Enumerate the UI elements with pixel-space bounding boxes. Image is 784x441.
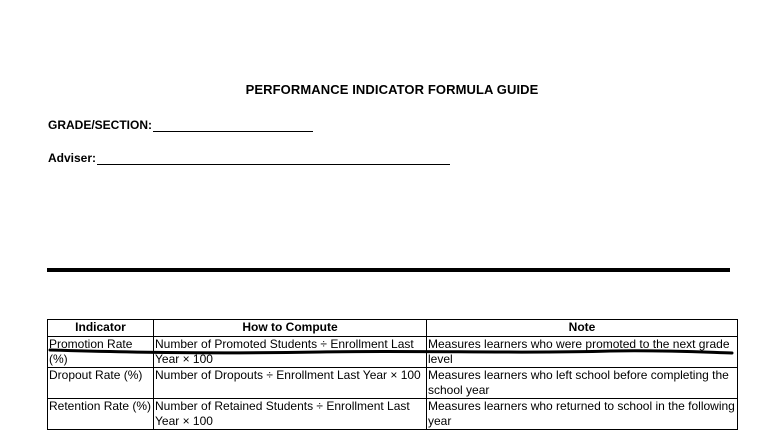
formula-table bbox=[47, 319, 738, 430]
section-divider bbox=[47, 268, 730, 272]
header-indicator: Indicator bbox=[48, 320, 154, 337]
table-row bbox=[48, 399, 738, 430]
adviser-blank-line[interactable] bbox=[97, 152, 450, 165]
header-how-to-compute: How to Compute bbox=[154, 320, 427, 337]
table-row bbox=[48, 337, 738, 368]
adviser-field bbox=[48, 151, 450, 165]
compute-cell: Number of Promoted Students ÷ Enrollment Last Year × 100 bbox=[154, 337, 427, 368]
compute-cell: Number of Dropouts ÷ Enrollment Last Year × 100 bbox=[154, 368, 427, 399]
note-cell: Measures learners who were promoted to the next grade level bbox=[427, 337, 738, 368]
grade-section-label: GRADE/SECTION: bbox=[48, 118, 153, 132]
indicator-cell: Dropout Rate (%) bbox=[48, 368, 154, 399]
indicator-cell: Retention Rate (%) bbox=[48, 399, 154, 430]
page-title: PERFORMANCE INDICATOR FORMULA GUIDE bbox=[245, 82, 539, 97]
table-row bbox=[48, 368, 738, 399]
table-header-row bbox=[48, 320, 738, 337]
compute-cell: Number of Retained Students ÷ Enrollment Last Year × 100 bbox=[154, 399, 427, 430]
note-cell: Measures learners who returned to school in the following year bbox=[427, 399, 738, 430]
header-note: Note bbox=[427, 320, 738, 337]
indicator-cell: Promotion Rate (%) bbox=[48, 337, 154, 368]
note-cell: Measures learners who left school before completing the school year bbox=[427, 368, 738, 399]
adviser-label: Adviser: bbox=[48, 151, 97, 165]
grade-section-blank-line[interactable] bbox=[153, 119, 313, 132]
grade-section-field bbox=[48, 118, 313, 132]
